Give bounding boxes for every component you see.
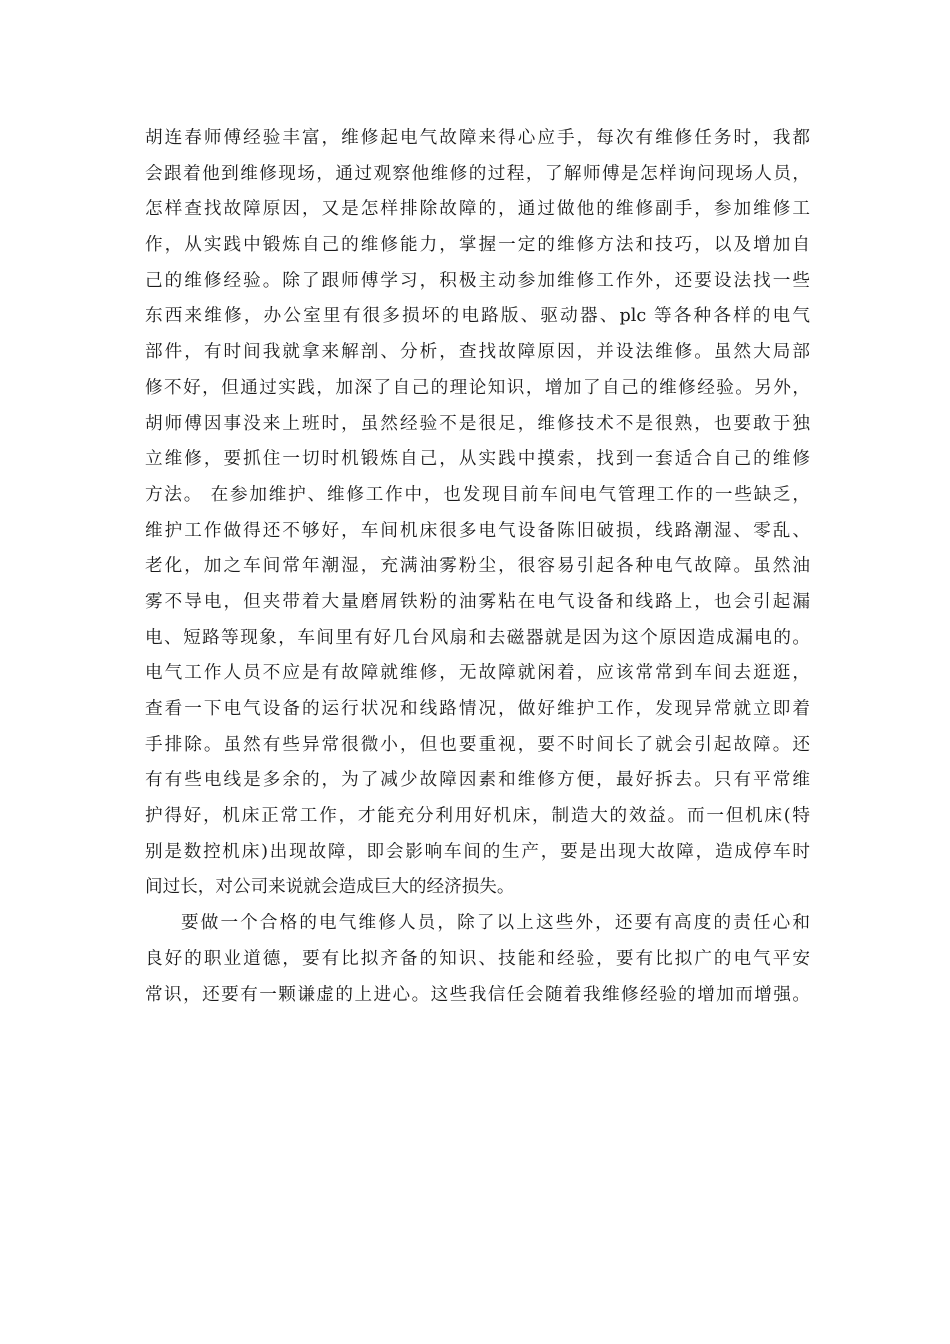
body-text — [145, 121, 810, 1013]
paragraph-2 — [145, 906, 810, 1013]
paragraph-1 — [145, 121, 810, 906]
text-line: 有有些电线是多余的，为了减少故障因素和维修方便，最好拆去。只有平常维 — [145, 770, 810, 791]
text-line: 雾不导电，但夹带着大量磨屑铁粉的油雾粘在电气设备和线路上，也会引起漏 — [145, 591, 810, 612]
text-line: 胡师傅因事没来上班时，虽然经验不是很足，维修技术不是很熟，也要敢于独 — [145, 413, 810, 434]
text-line: 胡连春师傅经验丰富，维修起电气故障来得心应手，每次有维修任务时，我都 — [145, 128, 810, 148]
text-line: 部件，有时间我就拿来解剖、分析，查找故障原因，并设法维修。虽然大局部 — [145, 342, 810, 363]
text-line: 东西来维修，办公室里有很多损坏的电路版、驱动器、plc 等各种各样的电气 — [145, 306, 810, 327]
text-line: 怎样查找故障原因，又是怎样排除故障的，通过做他的维修副手，参加维修工 — [145, 199, 810, 220]
text-line: 修不好，但通过实践，加深了自己的理论知识，增加了自己的维修经验。另外， — [145, 377, 810, 398]
text-line: 维护工作做得还不够好，车间机床很多电气设备陈旧破损，线路潮湿、零乱、 — [145, 520, 810, 541]
text-line: 手排除。虽然有些异常很微小，但也要重视，要不时间长了就会引起故障。还 — [145, 734, 810, 755]
text-line: 电、短路等现象，车间里有好几台风扇和去磁器就是因为这个原因造成漏电的。 — [145, 627, 810, 648]
text-line: 电气工作人员不应是有故障就维修，无故障就闲着，应该常常到车间去逛逛， — [145, 663, 810, 684]
text-line: 作，从实践中锻炼自己的维修能力，掌握一定的维修方法和技巧，以及增加自 — [145, 235, 810, 256]
text-line: 护得好，机床正常工作，才能充分利用好机床，制造大的效益。而一但机床(特 — [145, 806, 810, 827]
text-line: 别是数控机床)出现故障，即会影响车间的生产，要是出现大故障，造成停车时 — [145, 841, 810, 862]
text-line: 常识，还要有一颗谦虚的上进心。这些我信任会随着我维修经验的增加而增强。 — [145, 984, 810, 1005]
text-line: 会跟着他到维修现场，通过观察他维修的过程，了解师傅是怎样询问现场人员， — [145, 163, 810, 184]
text-line: 老化，加之车间常年潮湿，充满油雾粉尘，很容易引起各种电气故障。虽然油 — [145, 556, 810, 577]
text-line: 良好的职业道德，要有比拟齐备的知识、技能和经验，要有比拟广的电气平安 — [145, 948, 810, 969]
text-line: 方法。 在参加维护、维修工作中，也发现目前车间电气管理工作的一些缺乏， — [145, 484, 810, 505]
text-line: 要做一个合格的电气维修人员，除了以上这些外，还要有高度的责任心和 — [181, 913, 810, 934]
text-line: 查看一下电气设备的运行状况和线路情况，做好维护工作，发现异常就立即着 — [145, 699, 810, 719]
text-line: 立维修，要抓住一切时机锻炼自己，从实践中摸索，找到一套适合自己的维修 — [145, 449, 810, 470]
text-line: 间过长，对公司来说就会造成巨大的经济损失。 — [145, 877, 515, 898]
text-line: 己的维修经验。除了跟师傅学习，积极主动参加维修工作外，还要设法找一些 — [145, 270, 810, 291]
